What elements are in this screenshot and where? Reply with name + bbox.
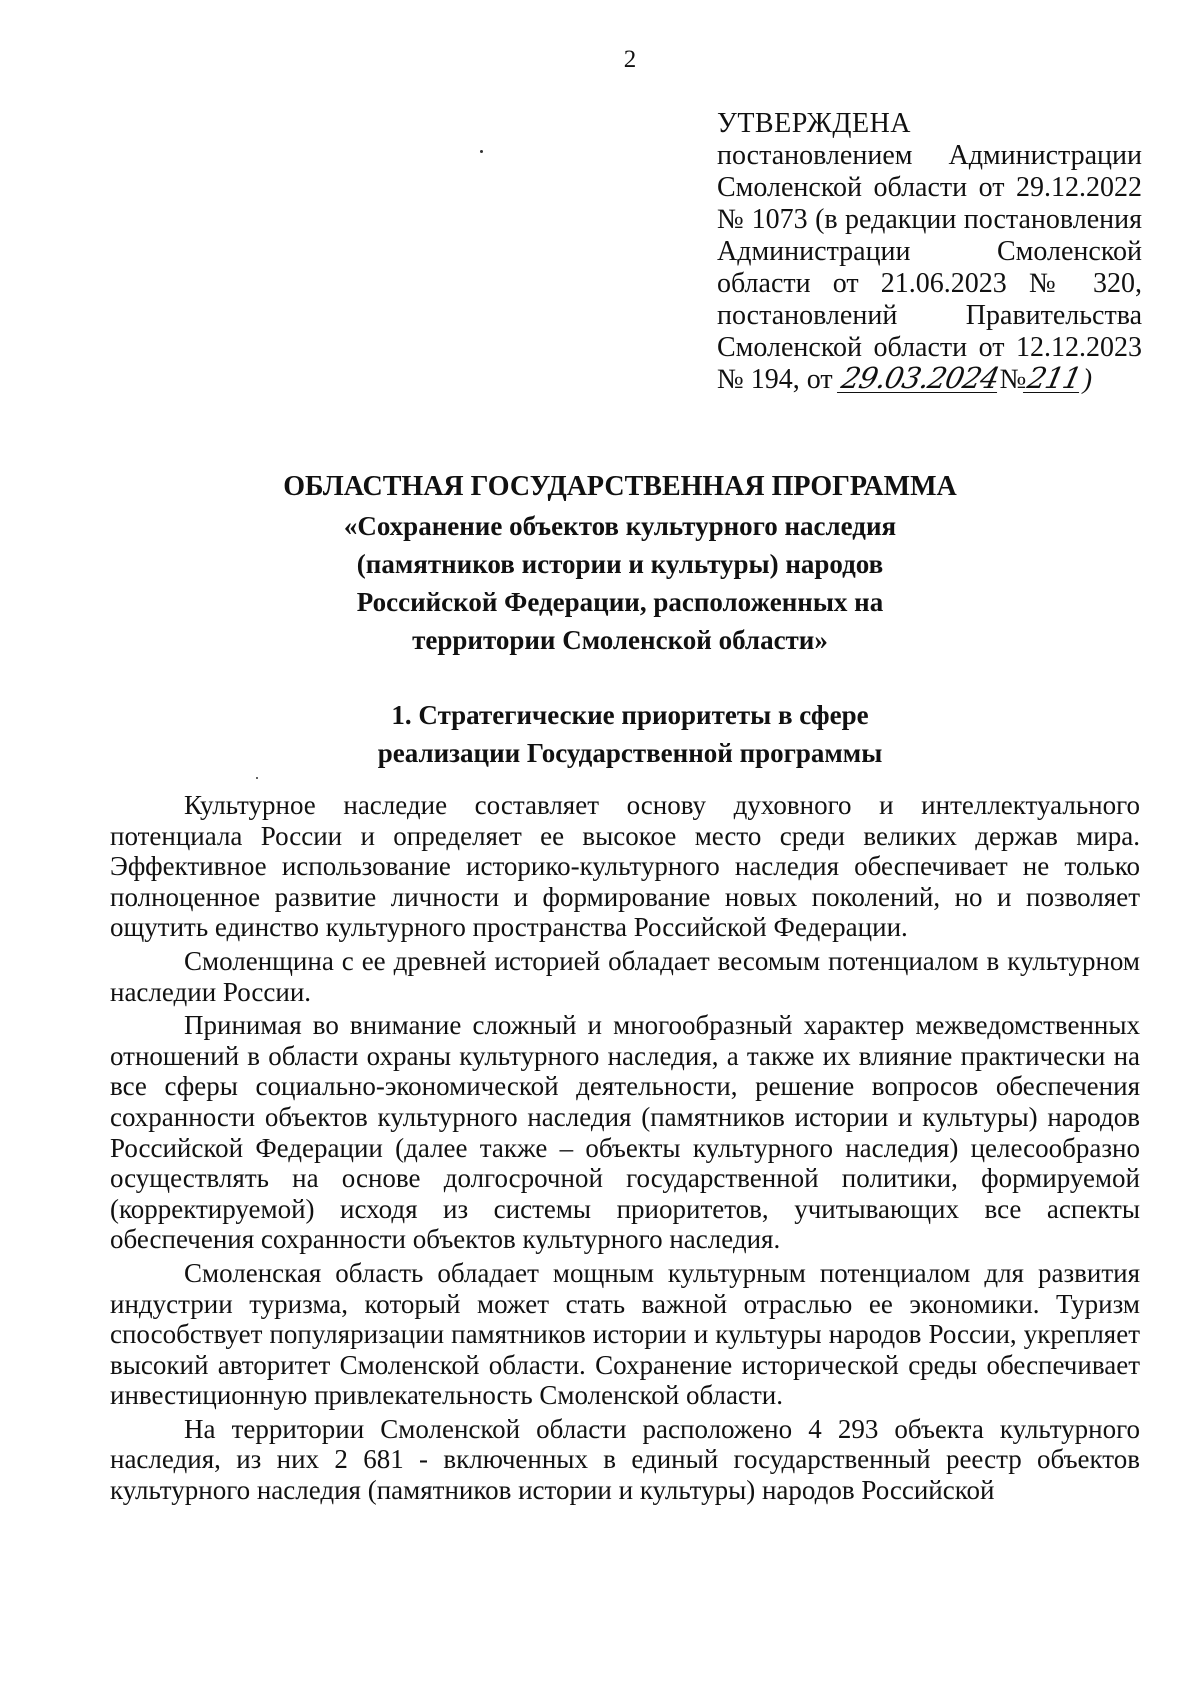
scan-speck: [480, 150, 483, 153]
section-heading: [300, 696, 960, 772]
program-title-line: Российской Федерации, расположенных на: [356, 587, 884, 617]
handwritten-date: 29.03.2024: [838, 361, 1002, 395]
approval-stamp-block: [717, 108, 1142, 396]
body-text: [110, 790, 1140, 1509]
closing-paren: ): [1082, 364, 1093, 395]
approval-line: области от 21.06.2023 № 320,: [717, 268, 1142, 299]
number-sign: №: [999, 364, 1027, 395]
program-title-line: территории Смоленской области»: [412, 625, 828, 655]
section-heading-line: 1. Стратегические приоритеты в сфере: [391, 700, 869, 730]
approval-line: постановлением Администрации: [717, 140, 1142, 171]
program-title-main: ОБЛАСТНАЯ ГОСУДАРСТВЕННАЯ ПРОГРАММА: [283, 471, 957, 502]
paragraph: Смоленщина с ее древней историей обладает весомым потенциалом в культурном наследии России.: [110, 945, 1140, 1007]
approval-line: постановлений Правительства: [717, 300, 1142, 331]
program-title-line: (памятников истории и культуры) народов: [356, 549, 884, 579]
page-number: 2: [623, 46, 637, 73]
paragraph: Смоленская область обладает мощным культурным потенциалом для развития индустрии туризма, который может стать важной отраслью ее экономики. Туризм способствует популяризации памятников истории и культуры народов России, укрепляет высокий авторитет Смоленской области. Сохранение исторической среды обеспечивает инвестиционную привлекательность Смоленской области.: [110, 1257, 1140, 1411]
approval-line: Смоленской области от 12.12.2023: [717, 332, 1142, 363]
approval-heading: УТВЕРЖДЕНА: [717, 108, 912, 139]
approval-line: № 1073 (в редакции постановления: [717, 204, 1142, 235]
paragraph: Принимая во внимание сложный и многообразный характер межведомственных отношений в области охраны культурного наследия, а также их влияние практически на все сферы социально-экономической деятельности, решение вопросов обеспечения сохранности объектов культурного наследия (памятников истории и культуры) народов Российской Федерации (далее также – объекты культурного наследия) целесообразно осуществлять на основе долгосрочной государственной политики, формируемой (корректируемой) исходя из системы приоритетов, учитывающих все аспекты обеспечения сохранности объектов культурного наследия.: [110, 1010, 1140, 1255]
approval-line: Смоленской области от 29.12.2022: [717, 172, 1142, 203]
approval-last-prefix: № 194, от: [717, 364, 833, 395]
approval-line: Администрации Смоленской: [717, 236, 1142, 267]
approval-last-line: [717, 361, 1142, 396]
program-title: [250, 468, 990, 659]
paragraph: Культурное наследие составляет основу духовного и интеллектуального потенциала России и определяет ее высокое место среди великих держав мира. Эффективное использование историко-культурного наследия обеспечивает не только полноценное развитие личности и формирование новых поколений, но и позволяет ощутить единство культурного пространства Российской Федерации.: [110, 790, 1140, 943]
scan-speck: [256, 777, 258, 779]
paragraph: На территории Смоленской области расположено 4 293 объекта культурного наследия, из них 2 681 - включенных в единый государственный реестр объектов культурного наследия (памятников истории и культуры) народов Российской: [110, 1413, 1140, 1506]
program-title-line: «Сохранение объектов культурного наследия: [343, 511, 897, 541]
section-heading-line: реализации Государственной программы: [377, 738, 883, 768]
handwritten-number: 211: [1024, 361, 1085, 395]
